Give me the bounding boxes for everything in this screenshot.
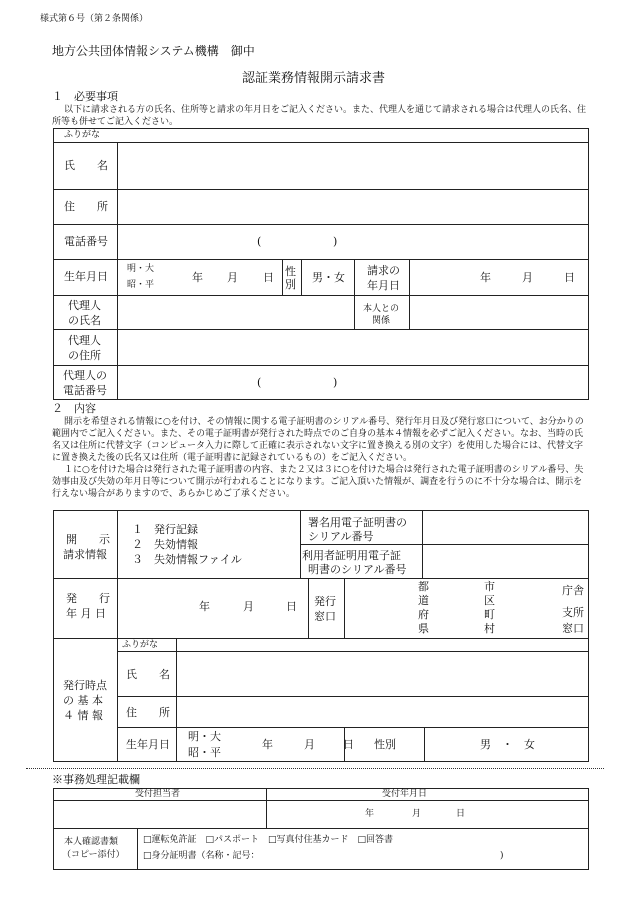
receipt-day: 日 [456, 809, 466, 819]
receipt-date-label: 受付年月日 [382, 789, 428, 799]
city-machi: 町 [484, 608, 495, 621]
birth-day: 日 [263, 271, 274, 284]
agent-phone-paren-open: ( [257, 376, 262, 389]
agent-phone-label-1: 代理人の [63, 369, 107, 382]
agent-name-label-1: 代理人 [68, 299, 101, 312]
office-use-heading: ※事務処理記載欄 [52, 773, 140, 786]
furigana-label: ふりがな [64, 130, 101, 140]
window-label-2: 窓口 [314, 610, 336, 623]
city-shi: 市 [484, 580, 495, 593]
disclose-label-2: 請求情報 [63, 548, 107, 561]
city-ku: 区 [484, 594, 495, 607]
section1-heading: １ 必要事項 [52, 90, 118, 103]
instruction-line: 範囲内でご記入ください。また、その電子証明書が発行された時点でのご自身の基本４情報を必ずご記入ください。なお、当時の氏 [52, 429, 584, 439]
basic-birth-month: 月 [304, 738, 315, 751]
window-label-1: 発行 [314, 595, 336, 608]
address-field[interactable] [118, 190, 588, 224]
agent-address-label-1: 代理人 [68, 334, 101, 347]
relation-label-2: 関係 [372, 316, 391, 326]
phone-paren-open: ( [257, 235, 262, 248]
era-showa-heisei-2: 昭・平 [188, 746, 221, 759]
id-card-paren-close: ) [500, 851, 504, 861]
request-month: 月 [522, 271, 533, 284]
applicant-table [53, 128, 589, 400]
birth-label: 生年月日 [64, 270, 108, 283]
address-label: 住 所 [64, 200, 108, 213]
issue-day: 日 [286, 600, 297, 613]
office-use-table [53, 788, 589, 870]
basic-info-label-2: の 基 本 [63, 694, 103, 707]
user-serial-label-2: 明書のシリアル番号 [308, 563, 407, 576]
form-number: 様式第６号（第２条関係） [40, 14, 149, 24]
option-issue-record[interactable]: １ 発行記録 [132, 523, 198, 536]
sex-label-2: 性別 [374, 738, 396, 751]
disclose-label-1: 開 示 [66, 533, 110, 546]
instruction-line: に置き換えた後の氏名又は住所（電子証明書に記録されているもの）をご記入ください。 [52, 453, 413, 463]
option-revocation-info[interactable]: ２ 失効情報 [132, 538, 198, 551]
birth-label-2: 生年月日 [126, 738, 170, 751]
request-year: 年 [480, 271, 491, 284]
id-card-checkbox[interactable]: □身分証明書（名称・記号： [143, 851, 260, 861]
receipt-month: 月 [412, 809, 422, 819]
basic-birth-day: 日 [343, 738, 354, 751]
birth-year: 年 [192, 271, 203, 284]
staff-label: 受付担当者 [135, 789, 181, 799]
sex-label: 性別 [285, 265, 296, 291]
request-date-label-1: 請求の [367, 264, 400, 277]
addressee: 地方公共団体情報システム機構 御中 [52, 44, 255, 58]
era-showa-heisei: 昭・平 [127, 280, 155, 290]
instruction-line: １に○を付けた場合は発行された電子証明書の内容、また２又は３に○を付けた場合は発行された電子証明書のシリアル番号、失 [64, 465, 584, 475]
basic-info-label-3: ４ 情 報 [63, 709, 103, 722]
request-date-label-2: 年月日 [367, 279, 400, 292]
name-field[interactable] [118, 143, 588, 189]
basic-info-label-1: 発行時点 [63, 679, 107, 692]
sex-options-2: 男 ・ 女 [480, 738, 535, 751]
furigana-label-2: ふりがな [122, 640, 159, 650]
office-chosha: 庁舎 [562, 584, 584, 597]
name-label-2: 氏 名 [126, 668, 170, 681]
era-meiji-taisho: 明・大 [127, 264, 155, 274]
era-meiji-taisho-2: 明・大 [188, 730, 221, 743]
option-revocation-file[interactable]: ３ 失効情報ファイル [132, 553, 242, 566]
name-label: 氏 名 [64, 159, 108, 172]
birth-month: 月 [227, 271, 238, 284]
user-serial-label-1: 利用者証明用電子証 [302, 549, 401, 562]
office-madoguchi: 窓口 [562, 622, 584, 635]
instruction-line: 開示を希望される情報に○を付け、その情報に関する電子証明書のシリアル番号、発行年月日及び発行窓口について、お分かりの [64, 417, 584, 427]
request-day: 日 [564, 271, 575, 284]
phone-label: 電話番号 [64, 235, 108, 248]
prefecture-fu: 府 [418, 608, 429, 621]
sig-serial-label-2: シリアル番号 [308, 530, 374, 543]
agent-name-label-2: の氏名 [68, 314, 101, 327]
disclosure-table [53, 510, 589, 762]
agent-phone-paren-close: ) [333, 376, 338, 389]
phone-paren-close: ) [333, 235, 338, 248]
address-label-2: 住 所 [126, 706, 170, 719]
sig-serial-label-1: 署名用電子証明書の [308, 516, 407, 529]
prefecture-ken: 県 [418, 622, 429, 635]
sex-options: 男・女 [312, 271, 345, 284]
relation-label-1: 本人との [363, 304, 400, 314]
document-title: 認証業務情報開示請求書 [242, 71, 386, 86]
id-docs-label-1: 本人確認書類 [64, 837, 119, 847]
instruction-line: 行えない場合がありますので、あらかじめご了承ください。 [52, 489, 295, 499]
section1-note-line2: 所等も併せてご記入ください。 [52, 117, 179, 127]
office-shisho: 支所 [562, 606, 584, 619]
instruction-line: 効事由及び失効の年月日等について開示が行われることになります。ご記入頂いた情報が、調査を行うのに不十分な場合は、開示を [52, 477, 583, 487]
agent-address-label-2: の住所 [68, 349, 101, 362]
prefecture-do: 道 [418, 594, 429, 607]
issue-date-label-2: 年 月 日 [66, 607, 106, 620]
section2-heading: ２ 内容 [52, 402, 96, 415]
agent-phone-label-2: 電話番号 [63, 384, 107, 397]
instruction-line: 名又は住所に代替文字（コンピュータ入力に際して正確に表示されない文字に置き換える別の文字）を使用した場合には、代替文字 [52, 441, 584, 451]
section2-instructions [52, 416, 586, 500]
city-mura: 村 [484, 622, 495, 635]
issue-year: 年 [199, 600, 210, 613]
section1-note-line1: 以下に請求される方の氏名、住所等と請求の年月日をご記入ください。また、代理人を通じて請求される場合は代理人の氏名、住 [64, 105, 587, 115]
prefecture-to: 都 [418, 580, 429, 593]
office-use-separator [26, 768, 604, 769]
receipt-year: 年 [365, 809, 375, 819]
issue-month: 月 [243, 600, 254, 613]
issue-date-label-1: 発 行 [66, 592, 110, 605]
id-doc-checkboxes[interactable]: □運転免許証 □パスポート □写真付住基カード □回答書 [143, 835, 394, 845]
id-docs-label-2: （コピー添付） [62, 850, 125, 860]
basic-birth-year: 年 [262, 738, 273, 751]
